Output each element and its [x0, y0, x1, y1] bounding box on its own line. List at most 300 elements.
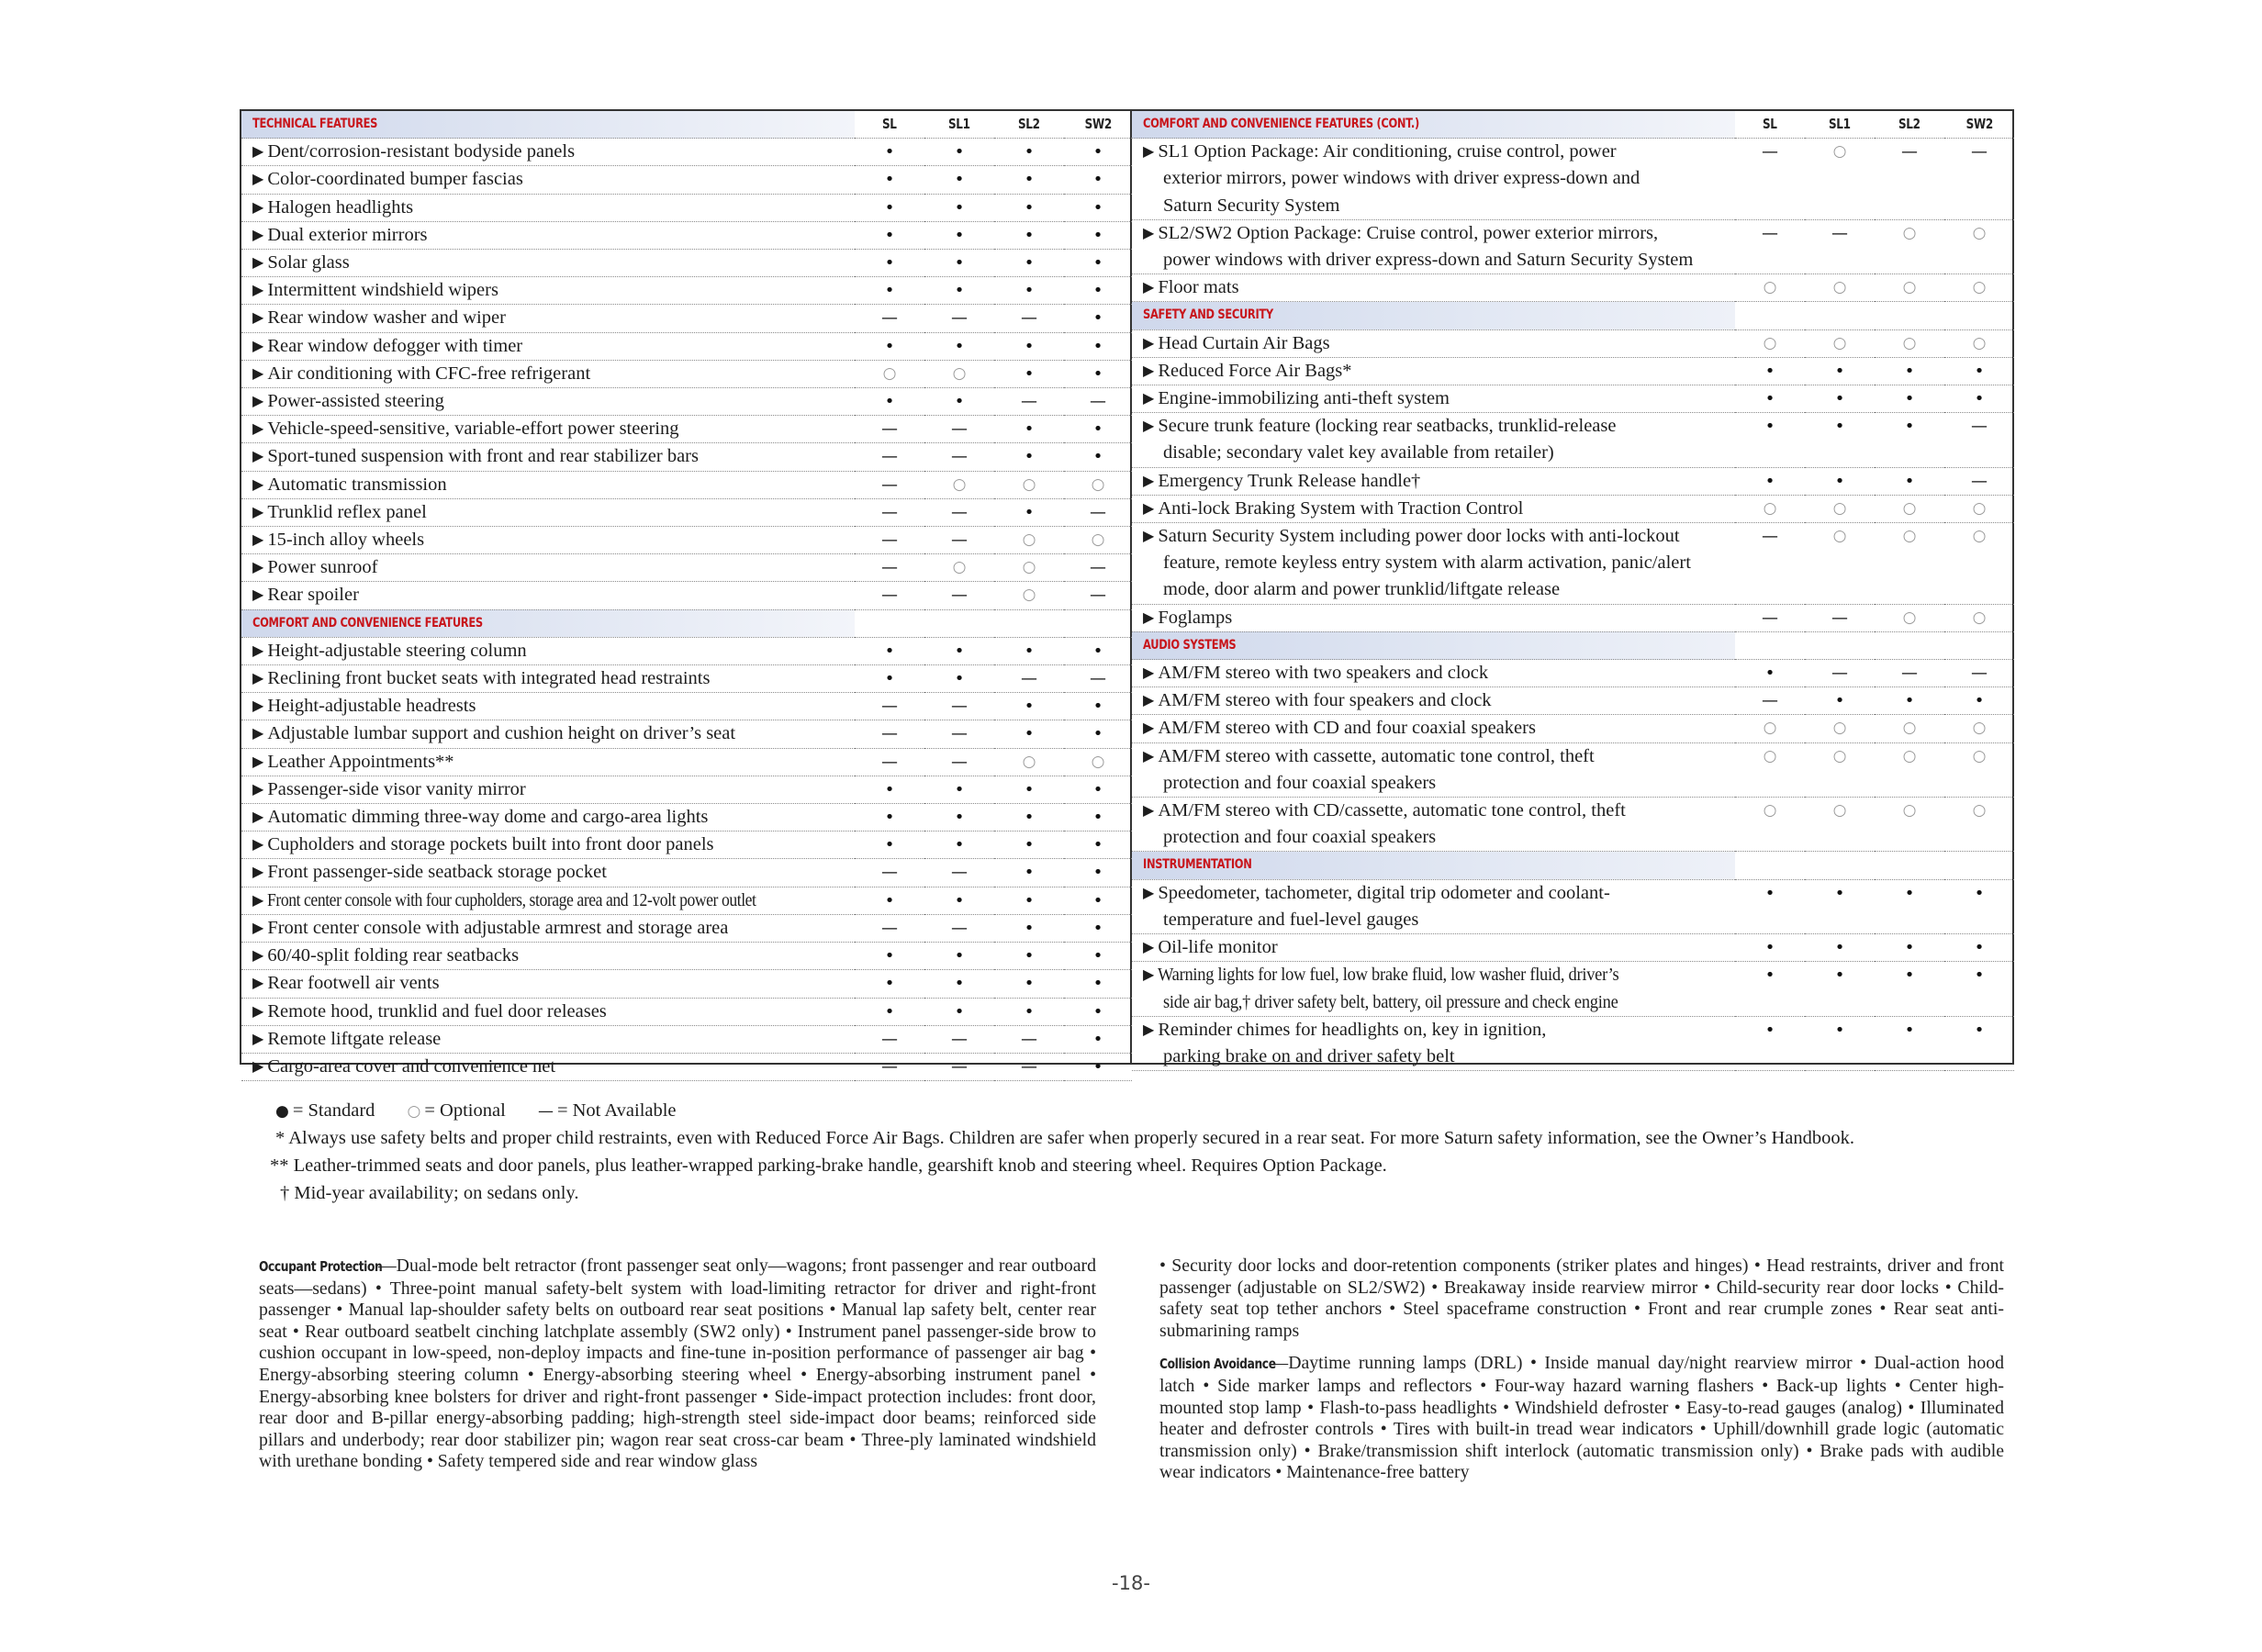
- standard-dot-icon: •: [1064, 194, 1132, 221]
- standard-dot-icon: •: [994, 221, 1064, 249]
- not-available-dash-icon: —: [855, 1025, 924, 1053]
- optional-circle-icon: ○: [994, 554, 1064, 582]
- blank-cell: [1875, 550, 1944, 576]
- right-spec-table: [1132, 111, 2014, 1071]
- blank-cell: [1805, 550, 1875, 576]
- standard-dot-icon: •: [1805, 934, 1875, 962]
- optional-circle-icon: ○: [1875, 604, 1944, 631]
- feature-label: ▶ Passenger-side visor vanity mirror: [241, 776, 855, 803]
- blank-cell: [1944, 440, 2014, 467]
- bullet-arrow-icon: ▶: [1143, 471, 1155, 489]
- feature-label: ▶ Anti-lock Braking System with Traction Control: [1132, 495, 1735, 522]
- standard-dot-icon: •: [1974, 966, 1985, 986]
- feature-label: ▶ Leather Appointments**: [241, 748, 855, 776]
- blank-cell: [1735, 550, 1805, 576]
- optional-circle-icon: ○: [1763, 801, 1777, 820]
- bullet-arrow-icon: ▶: [252, 363, 264, 382]
- optional-circle-icon: ○: [855, 360, 924, 387]
- optional-circle-icon: ○: [1735, 715, 1805, 742]
- standard-dot-icon: ●: [275, 1102, 289, 1121]
- blank-cell: [1875, 302, 1944, 329]
- feature-row: [1132, 687, 2014, 715]
- optional-circle-icon: ○: [1875, 495, 1944, 522]
- standard-dot-icon: •: [994, 832, 1064, 859]
- optional-circle-icon: ○: [1805, 274, 1875, 302]
- standard-dot-icon: •: [994, 194, 1064, 221]
- feature-label: ▶ Adjustable lumbar support and cushion height on driver’s seat: [241, 720, 855, 748]
- standard-dot-icon: •: [1764, 966, 1775, 986]
- blank-cell: [1944, 989, 2014, 1017]
- standard-dot-icon: •: [1805, 687, 1875, 715]
- not-available-dash-icon: —: [855, 693, 924, 720]
- optional-circle-icon: ○: [1875, 274, 1944, 302]
- blank-cell: [1805, 907, 1875, 934]
- optional-circle-icon: ○: [1832, 527, 1847, 546]
- not-available-dash-icon: —: [994, 1025, 1064, 1053]
- bullet-arrow-icon: ▶: [1143, 746, 1155, 765]
- blank-cell: [1875, 440, 1944, 467]
- feature-label: ▶ Emergency Trunk Release handle†: [1132, 467, 1735, 495]
- feature-row: [241, 943, 1132, 970]
- not-available-dash-icon: —: [1064, 388, 1132, 416]
- standard-dot-icon: •: [994, 416, 1064, 443]
- feature-row: [241, 277, 1132, 305]
- feature-label: ▶ Rear window washer and wiper: [241, 305, 855, 332]
- standard-dot-icon: •: [1064, 832, 1132, 859]
- blank-cell: [1735, 907, 1805, 934]
- not-available-dash-icon: —: [924, 748, 994, 776]
- column-header-sw2: SW2: [1944, 111, 2014, 139]
- not-available-dash-icon: —: [924, 582, 994, 609]
- security-text: • Security door locks and door-retention components (striker plates and hinges) • Head restraints, driver and front passenger (adjustable on SL2/SW2) • Breakaway inside rearview mirror • Child-security rear door locks • Child-safety seat top tether anchors • Steel spaceframe construction • Front and rear crumple zones • Rear seat anti-submarining ramps: [1159, 1256, 2004, 1341]
- feature-label: ▶ Front passenger-side seatback storage pocket: [241, 859, 855, 887]
- feature-row: [241, 194, 1132, 221]
- optional-circle-icon: ○: [994, 748, 1064, 776]
- bullet-arrow-icon: ▶: [252, 724, 264, 742]
- standard-dot-icon: •: [1064, 305, 1132, 332]
- not-available-dash-icon: —: [1944, 660, 2014, 687]
- standard-dot-icon: •: [994, 139, 1064, 166]
- blank-cell: [1875, 770, 1944, 798]
- section-header-row: [1132, 631, 2014, 659]
- column-header-sl: SL: [1735, 111, 1805, 139]
- standard-dot-icon: •: [1735, 660, 1805, 687]
- bullet-arrow-icon: ▶: [252, 918, 264, 936]
- not-available-dash-icon: —: [1971, 142, 1988, 162]
- blank-cell: [1944, 576, 2014, 604]
- standard-dot-icon: •: [924, 832, 994, 859]
- optional-circle-icon: ○: [1944, 329, 2014, 357]
- legend-optional: ○ = Optional: [407, 1100, 506, 1121]
- feature-label: ▶ Front center console with adjustable armrest and storage area: [241, 914, 855, 942]
- blank-cell: [1944, 193, 2014, 220]
- feature-row: [1132, 329, 2014, 357]
- feature-row: [1132, 385, 2014, 413]
- optional-circle-icon: ○: [1902, 223, 1917, 242]
- legend-standard: ● = Standard: [275, 1100, 375, 1121]
- not-available-dash-icon: —: [855, 582, 924, 609]
- feature-label: ▶ Cupholders and storage pockets built into front door panels: [241, 832, 855, 859]
- not-available-dash-icon: —: [924, 914, 994, 942]
- not-available-dash-icon: —: [855, 748, 924, 776]
- feature-row: [1132, 742, 2014, 770]
- optional-circle-icon: ○: [924, 554, 994, 582]
- feature-row-continued: [1132, 550, 2014, 576]
- standard-dot-icon: •: [1875, 385, 1944, 413]
- section-title: TECHNICAL FEATURES: [241, 111, 855, 139]
- blank-cell: [1805, 989, 1875, 1017]
- standard-dot-icon: •: [1875, 467, 1944, 495]
- standard-dot-icon: •: [1875, 687, 1944, 715]
- blank-cell: [1875, 576, 1944, 604]
- standard-dot-icon: •: [1974, 883, 1985, 903]
- feature-label: ▶ Automatic transmission: [241, 471, 855, 498]
- feature-row: [1132, 934, 2014, 962]
- feature-label: temperature and fuel-level gauges: [1132, 907, 1735, 934]
- bullet-arrow-icon: ▶: [1143, 966, 1155, 984]
- spec-table-right: [1132, 111, 2014, 1066]
- blank-cell: [1944, 770, 2014, 798]
- column-header-sl2: SL2: [1875, 111, 1944, 139]
- standard-dot-icon: •: [994, 859, 1064, 887]
- standard-dot-icon: •: [994, 360, 1064, 387]
- feature-label: ▶ 60/40-split folding rear seatbacks: [241, 943, 855, 970]
- feature-label: ▶ Remote hood, trunklid and fuel door releases: [241, 998, 855, 1025]
- standard-dot-icon: •: [994, 443, 1064, 471]
- bullet-arrow-icon: ▶: [252, 281, 264, 299]
- feature-label: protection and four coaxial speakers: [1132, 770, 1735, 798]
- bullet-arrow-icon: ▶: [252, 253, 264, 272]
- feature-label: disable; secondary valet key available from retailer): [1132, 440, 1735, 467]
- standard-dot-icon: •: [1735, 934, 1805, 962]
- blank-cell: [1805, 1044, 1875, 1071]
- optional-circle-icon: ○: [1064, 471, 1132, 498]
- feature-label: ▶ Halogen headlights: [241, 194, 855, 221]
- bullet-arrow-icon: ▶: [252, 808, 264, 826]
- feature-row: [241, 748, 1132, 776]
- optional-circle-icon: ○: [1805, 715, 1875, 742]
- feature-row: [241, 166, 1132, 194]
- feature-label: ▶ Air conditioning with CFC-free refrigerant: [241, 360, 855, 387]
- blank-cell: [1805, 302, 1875, 329]
- not-available-dash-icon: —: [1762, 527, 1778, 547]
- not-available-dash-icon: —: [1064, 554, 1132, 582]
- standard-dot-icon: •: [1974, 1020, 1985, 1040]
- optional-circle-icon: ○: [994, 471, 1064, 498]
- bullet-arrow-icon: ▶: [1143, 223, 1155, 241]
- standard-dot-icon: •: [855, 887, 924, 914]
- blank-cell: [1944, 302, 2014, 329]
- column-header-sl2: SL2: [994, 111, 1064, 139]
- standard-dot-icon: •: [1064, 250, 1132, 277]
- standard-dot-icon: •: [1064, 720, 1132, 748]
- feature-row: [241, 527, 1132, 554]
- standard-dot-icon: •: [1944, 357, 2014, 385]
- bullet-arrow-icon: ▶: [252, 474, 264, 493]
- optional-circle-icon: ○: [1944, 604, 2014, 631]
- feature-label: ▶ Solar glass: [241, 250, 855, 277]
- feature-label: ▶ Front center console with four cupholders, storage area and 12-volt power outlet: [241, 887, 855, 914]
- standard-dot-icon: •: [1805, 357, 1875, 385]
- standard-dot-icon: •: [855, 804, 924, 832]
- standard-dot-icon: •: [1904, 883, 1915, 903]
- optional-circle-icon: ○: [1064, 748, 1132, 776]
- section-title: COMFORT AND CONVENIENCE FEATURES: [241, 609, 855, 637]
- standard-dot-icon: •: [1834, 417, 1845, 437]
- bullet-arrow-icon: ▶: [1143, 417, 1155, 435]
- feature-row: [1132, 357, 2014, 385]
- feature-label: ▶ Speedometer, tachometer, digital trip odometer and coolant-: [1143, 882, 1610, 903]
- standard-dot-icon: •: [855, 139, 924, 166]
- feature-row: [241, 360, 1132, 387]
- standard-dot-icon: •: [855, 998, 924, 1025]
- blank-cell: [1805, 576, 1875, 604]
- feature-row: [1132, 1016, 2014, 1044]
- standard-dot-icon: •: [924, 388, 994, 416]
- standard-dot-icon: •: [994, 943, 1064, 970]
- standard-dot-icon: •: [1944, 385, 2014, 413]
- blank-cell: [1944, 852, 2014, 879]
- standard-dot-icon: •: [924, 637, 994, 664]
- standard-dot-icon: •: [855, 221, 924, 249]
- column-header-sl: SL: [855, 111, 924, 139]
- feature-row: [1132, 467, 2014, 495]
- not-available-dash-icon: —: [1064, 665, 1132, 693]
- feature-label: ▶ Rear window defogger with timer: [241, 332, 855, 360]
- optional-circle-icon: ○: [1763, 746, 1777, 765]
- bullet-arrow-icon: ▶: [252, 197, 264, 216]
- standard-dot-icon: •: [1944, 934, 2014, 962]
- standard-dot-icon: •: [1805, 385, 1875, 413]
- bullet-arrow-icon: ▶: [1143, 142, 1155, 161]
- bullet-arrow-icon: ▶: [252, 779, 264, 798]
- standard-dot-icon: •: [1064, 943, 1132, 970]
- standard-dot-icon: •: [924, 998, 994, 1025]
- bullet-arrow-icon: ▶: [252, 447, 264, 465]
- bullet-arrow-icon: ▶: [252, 1029, 264, 1047]
- feature-row: [1132, 495, 2014, 522]
- section-title: INSTRUMENTATION: [1132, 852, 1735, 879]
- standard-dot-icon: •: [924, 332, 994, 360]
- bullet-arrow-icon: ▶: [1143, 1020, 1155, 1038]
- column-header-sl1: SL1: [924, 111, 994, 139]
- not-available-dash-icon: —: [855, 527, 924, 554]
- optional-circle-icon: ○: [1735, 495, 1805, 522]
- bullet-arrow-icon: ▶: [252, 225, 264, 243]
- blank-cell: [1875, 1044, 1944, 1071]
- section-header-row: [1132, 852, 2014, 879]
- feature-label: feature, remote keyless entry system with alarm activation, panic/alert: [1163, 553, 1691, 574]
- blank-cell: [1875, 165, 1944, 192]
- optional-circle-icon: ○: [1944, 715, 2014, 742]
- standard-dot-icon: •: [994, 693, 1064, 720]
- standard-dot-icon: •: [1735, 467, 1805, 495]
- not-available-dash-icon: —: [1064, 498, 1132, 526]
- standard-dot-icon: •: [924, 804, 994, 832]
- feature-row: [241, 221, 1132, 249]
- bullet-arrow-icon: ▶: [252, 863, 264, 881]
- feature-row: [1132, 219, 2014, 247]
- bullet-arrow-icon: ▶: [252, 586, 264, 604]
- bullet-arrow-icon: ▶: [252, 641, 264, 659]
- feature-row: [241, 804, 1132, 832]
- standard-dot-icon: •: [855, 332, 924, 360]
- bullet-arrow-icon: ▶: [252, 530, 264, 549]
- bullet-arrow-icon: ▶: [252, 890, 264, 909]
- feature-label: ▶ Height-adjustable headrests: [241, 693, 855, 720]
- blank-cell: [1735, 440, 1805, 467]
- feature-label: ▶ Height-adjustable steering column: [241, 637, 855, 664]
- blank-cell: [1944, 907, 2014, 934]
- standard-dot-icon: •: [1875, 934, 1944, 962]
- feature-label: ▶ Sport-tuned suspension with front and rear stabilizer bars: [241, 443, 855, 471]
- feature-row: [241, 471, 1132, 498]
- not-available-dash-icon: —: [855, 305, 924, 332]
- feature-label: ▶ Saturn Security System including power door locks with anti-lockout: [1143, 526, 1680, 547]
- not-available-dash-icon: —: [855, 720, 924, 748]
- standard-dot-icon: •: [994, 637, 1064, 664]
- blank-cell: [1735, 770, 1805, 798]
- not-available-dash-icon: —: [855, 914, 924, 942]
- blank-cell: [855, 609, 924, 637]
- collision-avoidance-label: Collision Avoidance: [1159, 1356, 1276, 1373]
- blank-cell: [1944, 550, 2014, 576]
- feature-row-continued: [1132, 165, 2014, 192]
- standard-dot-icon: •: [1875, 357, 1944, 385]
- feature-label: ▶ Cargo-area cover and convenience net: [241, 1053, 855, 1080]
- standard-dot-icon: •: [994, 998, 1064, 1025]
- bullet-arrow-icon: ▶: [1143, 608, 1155, 626]
- standard-dot-icon: •: [1064, 637, 1132, 664]
- blank-cell: [1735, 165, 1805, 192]
- left-spec-table: [241, 111, 1132, 1081]
- feature-label: ▶ Warning lights for low fuel, low brake fluid, low washer fluid, driver’s: [1143, 965, 1619, 986]
- feature-row: [241, 970, 1132, 998]
- not-available-dash-icon: —: [994, 665, 1064, 693]
- bullet-arrow-icon: ▶: [1143, 278, 1155, 296]
- not-available-dash-icon: —: [1762, 223, 1778, 243]
- optional-circle-icon: ○: [1832, 142, 1847, 162]
- standard-dot-icon: •: [1064, 139, 1132, 166]
- optional-circle-icon: ○: [1832, 801, 1847, 820]
- standard-dot-icon: •: [924, 277, 994, 305]
- standard-dot-icon: •: [924, 665, 994, 693]
- feature-row: [1132, 879, 2014, 907]
- standard-dot-icon: •: [1064, 332, 1132, 360]
- blank-cell: [1875, 193, 1944, 220]
- feature-label: parking brake on and driver safety belt: [1132, 1044, 1735, 1071]
- standard-dot-icon: •: [924, 943, 994, 970]
- standard-dot-icon: •: [1064, 804, 1132, 832]
- standard-dot-icon: •: [1064, 277, 1132, 305]
- standard-dot-icon: •: [924, 970, 994, 998]
- standard-dot-icon: •: [924, 776, 994, 803]
- optional-circle-icon: ○: [1064, 527, 1132, 554]
- optional-circle-icon: ○: [407, 1102, 421, 1121]
- standard-dot-icon: •: [1064, 1025, 1132, 1053]
- blank-cell: [1805, 852, 1875, 879]
- blank-cell: [1875, 631, 1944, 659]
- not-available-dash-icon: —: [924, 720, 994, 748]
- standard-dot-icon: •: [994, 720, 1064, 748]
- blank-cell: [1735, 631, 1805, 659]
- standard-dot-icon: •: [1834, 883, 1845, 903]
- standard-dot-icon: •: [1735, 385, 1805, 413]
- feature-row: [241, 998, 1132, 1025]
- not-available-dash-icon: —: [924, 416, 994, 443]
- blank-cell: [1805, 824, 1875, 852]
- bullet-arrow-icon: ▶: [1143, 333, 1155, 352]
- feature-label: ▶ AM/FM stereo with CD and four coaxial speakers: [1132, 715, 1735, 742]
- feature-row: [241, 887, 1132, 914]
- legend-not-available: — = Not Available: [537, 1100, 677, 1121]
- standard-dot-icon: •: [924, 887, 994, 914]
- standard-dot-icon: •: [924, 250, 994, 277]
- feature-row: [1132, 274, 2014, 302]
- standard-dot-icon: •: [924, 221, 994, 249]
- standard-dot-icon: •: [1764, 883, 1775, 903]
- column-header-sl1: SL1: [1805, 111, 1875, 139]
- not-available-dash-icon: —: [855, 471, 924, 498]
- not-available-dash-icon: —: [1762, 142, 1778, 162]
- feature-label: ▶ Dual exterior mirrors: [241, 221, 855, 249]
- not-available-dash-icon: —: [994, 388, 1064, 416]
- standard-dot-icon: •: [1064, 416, 1132, 443]
- feature-label: ▶ Reduced Force Air Bags*: [1132, 357, 1735, 385]
- feature-row: [241, 832, 1132, 859]
- bullet-arrow-icon: ▶: [252, 336, 264, 354]
- feature-label: ▶ Foglamps: [1132, 604, 1735, 631]
- optional-circle-icon: ○: [994, 527, 1064, 554]
- feature-row-continued: [1132, 247, 2014, 274]
- not-available-dash-icon: —: [994, 1053, 1064, 1080]
- standard-dot-icon: •: [994, 776, 1064, 803]
- section-header-row: [1132, 111, 2014, 139]
- standard-dot-icon: •: [1764, 1020, 1775, 1040]
- blank-cell: [1944, 631, 2014, 659]
- feature-row-continued: [1132, 989, 2014, 1017]
- optional-circle-icon: ○: [1875, 329, 1944, 357]
- standard-dot-icon: •: [855, 388, 924, 416]
- blank-cell: [1735, 852, 1805, 879]
- feature-row-continued: [1132, 907, 2014, 934]
- standard-dot-icon: •: [855, 776, 924, 803]
- blank-cell: [994, 609, 1064, 637]
- standard-dot-icon: •: [1064, 443, 1132, 471]
- feature-label: ▶ SL2/SW2 Option Package: Cruise control, power exterior mirrors,: [1143, 222, 1659, 243]
- optional-circle-icon: ○: [1902, 801, 1917, 820]
- standard-dot-icon: •: [1064, 1053, 1132, 1080]
- feature-row: [241, 665, 1132, 693]
- optional-circle-icon: ○: [1972, 746, 1987, 765]
- blank-cell: [1875, 907, 1944, 934]
- standard-dot-icon: •: [1064, 221, 1132, 249]
- feature-label: exterior mirrors, power windows with driver express-down and: [1163, 168, 1641, 189]
- standard-dot-icon: •: [855, 637, 924, 664]
- standard-dot-icon: •: [1904, 966, 1915, 986]
- optional-circle-icon: ○: [1902, 527, 1917, 546]
- not-available-dash-icon: —: [1805, 660, 1875, 687]
- safety-copy-right: [1159, 1256, 2004, 1495]
- optional-circle-icon: ○: [994, 582, 1064, 609]
- occupant-protection-copy: [259, 1256, 1096, 1484]
- feature-row-continued: [1132, 576, 2014, 604]
- optional-circle-icon: ○: [1972, 223, 1987, 242]
- not-available-dash-icon: —: [924, 443, 994, 471]
- not-available-dash-icon: —: [1971, 417, 1988, 437]
- bullet-arrow-icon: ▶: [252, 697, 264, 715]
- occupant-protection-text: —Dual-mode belt retractor (front passenger seat only—wagons; front passenger and rear outboard seats—sedans) • Three-point manual safety-belt system with load-limiting retractor for driver and right-front passenger • Manual lap-shoulder safety belts on outboard rear seat positions • Manual lap safety belt, center rear seat • Rear outboard seatbelt cinching latchplate assembly (SW2 only) • Instrument panel passenger-side brow to cushion occupant in low-speed, non-deploy impacts and fine-tune in-position performance of passenger air bag • Energy-absorbing steering column • Energy-absorbing steering wheel • Energy-absorbing instrument panel • Energy-absorbing knee bolsters for driver and right-front passenger • Side-impact protection includes: front door, rear door and B-pillar energy-absorbing padding; high-strength steel side-impact door beams; reinforced side pillars and underbody; rear door stabilizer pin; wagon rear seat cross-car beam • Three-ply laminated windshield with urethane bonding • Safety tempered side and rear window glass: [259, 1256, 1096, 1472]
